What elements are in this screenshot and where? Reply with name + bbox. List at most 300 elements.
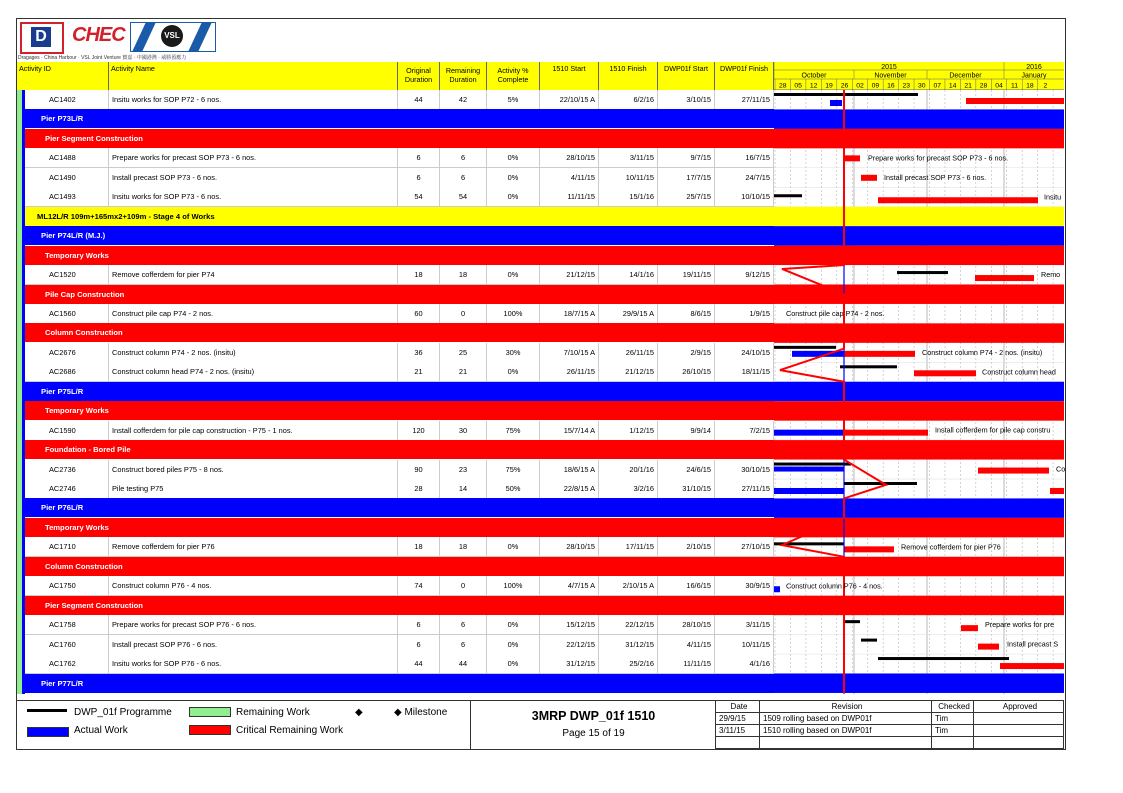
activity-id-cell: AC2746 (17, 479, 109, 498)
dwp01f-start-cell: 17/7/15 (658, 168, 715, 187)
original-duration-cell: 6 (398, 615, 440, 634)
activity-id-cell: AC1490 (17, 168, 109, 187)
wbs-band-row[interactable]: Pier P76L/R (17, 498, 774, 517)
dwp01f-finish-cell: 1/9/15 (715, 304, 774, 323)
week-label: 04 (995, 82, 1003, 90)
logo-group (18, 20, 214, 62)
dragages-logo: D (20, 22, 64, 54)
dwp01f-start-cell: 26/10/15 (658, 362, 715, 381)
original-duration-cell: 90 (398, 460, 440, 479)
activity-name-cell: Construct column P76 - 4 nos. (109, 576, 398, 595)
wbs-band-row[interactable]: Column Construction (17, 323, 774, 342)
gantt-bar[interactable] (861, 175, 877, 181)
percent-complete-cell: 30% (487, 343, 540, 362)
wbs-band-row[interactable]: Pier P74L/R (M.J.) (17, 226, 774, 245)
rev-row-2-approved (973, 725, 1064, 737)
wbs-band-fill (774, 498, 1064, 517)
activity-name-cell: Construct bored piles P75 - 8 nos. (109, 460, 398, 479)
table-row[interactable] (17, 343, 774, 363)
revision-table (715, 700, 1064, 749)
vsl-logo: VSL (130, 22, 216, 52)
dwp01f-start-cell: 31/10/15 (658, 479, 715, 498)
wbs-band-fill (774, 518, 1064, 537)
gantt-bar-label: Construct column P74 - 2 nos. (insitu) (922, 347, 1043, 357)
percent-complete-cell: 100% (487, 576, 540, 595)
gantt-bar[interactable] (844, 546, 894, 552)
table-row[interactable] (17, 576, 774, 596)
start-1510-cell: 11/11/15 (540, 187, 599, 206)
original-duration-cell: 6 (398, 168, 440, 187)
gantt-bar[interactable] (774, 346, 836, 349)
col-dwp01f-start[interactable]: DWP01f Start (658, 62, 715, 90)
col-dwp01f-finish[interactable]: DWP01f Finish (715, 62, 774, 90)
gantt-bar-label: Install cofferdem for pile cap constru (935, 425, 1051, 435)
start-1510-cell: 18/6/15 A (540, 460, 599, 479)
activity-name-cell: Prepare works for precast SOP P76 - 6 nos. (109, 615, 398, 634)
rev-header-date: Date (715, 701, 759, 713)
wbs-band-row[interactable]: Pier Segment Construction (17, 596, 774, 615)
gantt-bar[interactable] (897, 271, 948, 274)
legend-milestone: ◆ Milestone (394, 707, 448, 718)
wbs-band-row[interactable]: Column Construction (17, 557, 774, 576)
table-row[interactable] (17, 168, 774, 188)
dwp01f-start-cell: 4/11/15 (658, 635, 715, 654)
remaining-duration-cell: 0 (440, 576, 487, 595)
start-1510-cell: 15/12/15 (540, 615, 599, 634)
original-duration-cell: 44 (398, 90, 440, 109)
remaining-duration-cell: 21 (440, 362, 487, 381)
legend-milestone-icon: ◆ (355, 707, 363, 718)
wbs-band-fill (774, 596, 1064, 615)
wbs-band-fill (774, 382, 1064, 401)
activity-name-cell: Prepare works for precast SOP P73 - 6 nos. (109, 148, 398, 167)
original-duration-cell: 74 (398, 576, 440, 595)
week-label: 02 (856, 82, 864, 90)
gantt-bar-label: Co (1056, 464, 1066, 474)
dwp01f-finish-cell: 24/10/15 (715, 343, 774, 362)
activity-name-cell: Install precast SOP P73 - 6 nos. (109, 168, 398, 187)
dwp01f-start-cell: 24/6/15 (658, 460, 715, 479)
page-number: Page 15 of 19 (562, 728, 625, 739)
rev-row-2-revision: 1510 rolling based on DWP01f (759, 725, 931, 737)
gantt-bar-label: Install precast SOP P73 - 6 nos. (884, 172, 987, 182)
activity-name-cell: Remove cofferdem for pier P76 (109, 537, 398, 556)
table-header (17, 62, 774, 91)
gantt-bar[interactable] (861, 639, 877, 642)
week-label: 2 (1043, 82, 1048, 90)
activity-name-cell: Insitu works for SOP P76 - 6 nos. (109, 654, 398, 673)
start-1510-cell: 18/7/15 A (540, 304, 599, 323)
week-label: 11 (1010, 82, 1019, 90)
legend-critical: Critical Remaining Work (236, 725, 344, 736)
rev-row-3-approved (973, 737, 1064, 749)
gantt-bar[interactable] (845, 155, 860, 161)
percent-complete-cell: 0% (487, 265, 540, 284)
gantt-bar[interactable] (914, 370, 976, 376)
wbs-band-fill (774, 557, 1064, 576)
wbs-band-fill (774, 440, 1064, 459)
activity-name-cell: Construct column P74 - 2 nos. (insitu) (109, 343, 398, 362)
gantt-bar[interactable] (774, 467, 844, 472)
start-1510-cell: 4/11/15 (540, 168, 599, 187)
activity-name-cell: Install precast SOP P76 - 6 nos. (109, 635, 398, 654)
gantt-bar[interactable] (1050, 488, 1064, 494)
remaining-duration-cell: 54 (440, 187, 487, 206)
percent-complete-cell: 0% (487, 168, 540, 187)
month-label: October (801, 72, 827, 80)
start-1510-cell: 22/12/15 (540, 635, 599, 654)
month-label: December (949, 72, 982, 80)
wbs-band-row[interactable]: Pier P77L/R (17, 674, 774, 693)
rev-header-revision: Revision (759, 701, 931, 713)
chec-logo: CHEC (72, 24, 125, 46)
activity-name-cell: Construct column head P74 - 2 nos. (insitu) (109, 362, 398, 381)
finish-1510-cell: 31/12/15 (599, 635, 658, 654)
start-1510-cell: 26/11/15 (540, 362, 599, 381)
rev-row-1-date: 29/9/15 (715, 713, 759, 725)
rev-row-3-revision (759, 737, 931, 749)
gantt-bar[interactable] (878, 197, 1038, 203)
dwp01f-finish-cell: 27/10/15 (715, 537, 774, 556)
dwp01f-finish-cell: 3/11/15 (715, 615, 774, 634)
activity-id-cell: AC1762 (17, 654, 109, 673)
legend-programme-swatch (27, 709, 67, 712)
finish-1510-cell: 3/2/16 (599, 479, 658, 498)
percent-complete-cell: 100% (487, 304, 540, 323)
wbs-band-row[interactable]: Temporary Works (17, 518, 774, 537)
dwp01f-start-cell: 9/7/15 (658, 148, 715, 167)
wbs-band-fill (774, 109, 1064, 128)
percent-complete-cell: 0% (487, 537, 540, 556)
gantt-bar[interactable] (830, 100, 842, 106)
rev-row-1-revision: 1509 rolling based on DWP01f (759, 713, 931, 725)
dwp01f-finish-cell: 9/12/15 (715, 265, 774, 284)
gantt-bar[interactable] (774, 194, 802, 197)
finish-1510-cell: 2/10/15 A (599, 576, 658, 595)
percent-complete-cell: 50% (487, 479, 540, 498)
start-1510-cell: 28/10/15 (540, 148, 599, 167)
activity-id-cell: AC1560 (17, 304, 109, 323)
week-label: 28 (778, 82, 787, 90)
wbs-band-fill (774, 674, 1064, 693)
remaining-duration-cell: 0 (440, 304, 487, 323)
rev-row-3-date (715, 737, 759, 749)
table-row[interactable] (17, 304, 774, 324)
dwp01f-finish-cell: 27/11/15 (715, 90, 774, 109)
week-label: 14 (948, 82, 957, 90)
dwp01f-finish-cell: 30/10/15 (715, 460, 774, 479)
legend (17, 700, 470, 749)
remaining-duration-cell: 6 (440, 635, 487, 654)
gantt-bar[interactable] (774, 93, 918, 96)
activity-id-cell: AC1750 (17, 576, 109, 595)
table-row[interactable] (17, 265, 774, 285)
finish-1510-cell: 20/1/16 (599, 460, 658, 479)
col-remaining-duration[interactable]: Remaining Duration (440, 62, 487, 90)
table-row[interactable] (17, 362, 774, 382)
gantt-bar-label: Remove cofferdem for pier P76 (901, 542, 1001, 552)
wbs-band-fill (774, 129, 1064, 148)
month-label: January (1021, 72, 1047, 80)
dwp01f-start-cell: 2/9/15 (658, 343, 715, 362)
rev-row-1-approved (973, 713, 1064, 725)
year-label: 2016 (1026, 64, 1042, 71)
percent-complete-cell: 75% (487, 460, 540, 479)
rev-row-3-checked (931, 737, 973, 749)
activity-name-cell: Remove cofferdem for pier P74 (109, 265, 398, 284)
gantt-bar[interactable] (844, 351, 915, 357)
original-duration-cell: 6 (398, 635, 440, 654)
table-row[interactable] (17, 615, 774, 635)
dwp01f-start-cell: 25/7/15 (658, 187, 715, 206)
gantt-bar[interactable] (840, 365, 897, 368)
month-label: November (874, 72, 907, 80)
original-duration-cell: 60 (398, 304, 440, 323)
dwp01f-start-cell: 28/10/15 (658, 615, 715, 634)
finish-1510-cell: 3/11/15 (599, 148, 658, 167)
percent-complete-cell: 0% (487, 148, 540, 167)
wbs-band-fill (774, 401, 1064, 420)
gantt-bar[interactable] (961, 625, 978, 631)
dwp01f-finish-cell: 4/1/16 (715, 654, 774, 673)
week-label: 26 (840, 82, 849, 90)
gantt-bar[interactable] (878, 657, 1009, 660)
wbs-band-row[interactable]: ML12L/R 109m+165mx2+109m - Stage 4 of Works (17, 207, 774, 226)
gantt-bar[interactable] (978, 468, 1049, 474)
activity-name-cell: Install cofferdem for pile cap construction - P75 - 1 nos. (109, 421, 398, 440)
dwp01f-finish-cell: 16/7/15 (715, 148, 774, 167)
gantt-chart (774, 62, 1064, 694)
gantt-bar[interactable] (978, 644, 999, 650)
schedule-title: 3MRP DWP_01f 1510 (531, 709, 656, 723)
dwp01f-start-cell: 19/11/15 (658, 265, 715, 284)
finish-1510-cell: 26/11/15 (599, 343, 658, 362)
percent-complete-cell: 0% (487, 362, 540, 381)
activity-id-cell: AC1493 (17, 187, 109, 206)
activity-name-cell: Construct pile cap P74 - 2 nos. (109, 304, 398, 323)
gantt-bar-label: Remo (1041, 270, 1061, 280)
table-row[interactable] (17, 90, 774, 110)
finish-1510-cell: 10/11/15 (599, 168, 658, 187)
table-row[interactable] (17, 654, 774, 674)
activity-name-cell: Pile testing P75 (109, 479, 398, 498)
legend-critical-swatch (189, 725, 231, 735)
jv-subtitle: Dragages · China Harbour · VSL Joint Venture 寶嘉 · 中國港灣 · 威勝預應力 (18, 55, 187, 61)
remaining-duration-cell: 6 (440, 615, 487, 634)
dwp01f-finish-cell: 10/11/15 (715, 635, 774, 654)
remaining-duration-cell: 42 (440, 90, 487, 109)
dwp01f-start-cell: 11/11/15 (658, 654, 715, 673)
gantt-bar[interactable] (845, 620, 860, 623)
table-row[interactable] (17, 460, 774, 480)
finish-1510-cell: 17/11/15 (599, 537, 658, 556)
original-duration-cell: 28 (398, 479, 440, 498)
legend-programme: DWP_01f Programme (74, 707, 172, 718)
activity-id-cell: AC1488 (17, 148, 109, 167)
col-1510-finish[interactable]: 1510 Finish (599, 62, 658, 90)
week-label: 23 (902, 82, 911, 90)
gantt-bar[interactable] (774, 586, 780, 592)
start-1510-cell: 21/12/15 (540, 265, 599, 284)
wbs-band-row[interactable]: Temporary Works (17, 246, 774, 265)
col-percent-complete[interactable]: Activity % Complete (487, 62, 540, 90)
original-duration-cell: 18 (398, 265, 440, 284)
dwp01f-start-cell: 3/10/15 (658, 90, 715, 109)
table-row[interactable] (17, 635, 774, 655)
activity-id-cell: AC2686 (17, 362, 109, 381)
col-activity-name[interactable]: Activity Name (109, 62, 398, 90)
finish-1510-cell: 15/1/16 (599, 187, 658, 206)
dwp01f-finish-cell: 18/11/15 (715, 362, 774, 381)
gantt-bar[interactable] (844, 430, 928, 436)
activity-name-cell: Insitu works for SOP P72 - 6 nos. (109, 90, 398, 109)
finish-1510-cell: 22/12/15 (599, 615, 658, 634)
gantt-bar-label: Prepare works for pre (985, 620, 1055, 630)
remaining-duration-cell: 18 (440, 265, 487, 284)
start-1510-cell: 15/7/14 A (540, 421, 599, 440)
remaining-duration-cell: 18 (440, 537, 487, 556)
gantt-bar[interactable] (774, 430, 844, 436)
table-row[interactable] (17, 479, 774, 499)
percent-complete-cell: 0% (487, 187, 540, 206)
wbs-band-row[interactable]: Pile Cap Construction (17, 285, 774, 304)
col-original-duration[interactable]: Original Duration (398, 62, 440, 90)
gantt-bar-label: Install precast S (1007, 639, 1059, 649)
start-1510-cell: 22/10/15 A (540, 90, 599, 109)
activity-id-cell: AC1520 (17, 265, 109, 284)
title-block (470, 700, 716, 749)
original-duration-cell: 18 (398, 537, 440, 556)
dwp01f-start-cell: 8/6/15 (658, 304, 715, 323)
activity-id-cell: AC2736 (17, 460, 109, 479)
wbs-band-fill (774, 226, 1064, 245)
start-1510-cell: 4/7/15 A (540, 576, 599, 595)
activity-table (17, 62, 774, 694)
finish-1510-cell: 1/12/15 (599, 421, 658, 440)
activity-id-cell: AC1758 (17, 615, 109, 634)
gantt-bar-label: Construct pile cap P74 - 2 nos. (786, 308, 885, 318)
week-label: 07 (933, 82, 942, 90)
wbs-band-fill (774, 246, 1064, 265)
finish-1510-cell: 14/1/16 (599, 265, 658, 284)
gantt-bar[interactable] (774, 463, 851, 466)
week-label: 12 (809, 82, 818, 90)
finish-1510-cell: 25/2/16 (599, 654, 658, 673)
activity-name-cell: Insitu works for SOP P73 - 6 nos. (109, 187, 398, 206)
wbs-band-fill (774, 285, 1064, 304)
wbs-band-row[interactable]: Pier P73L/R (17, 109, 774, 128)
activity-id-cell: AC1760 (17, 635, 109, 654)
dwp01f-start-cell: 2/10/15 (658, 537, 715, 556)
dwp01f-finish-cell: 24/7/15 (715, 168, 774, 187)
wbs-band-row[interactable]: Temporary Works (17, 401, 774, 420)
original-duration-cell: 120 (398, 421, 440, 440)
rev-header-approved: Approved (973, 701, 1064, 713)
activity-id-cell: AC1402 (17, 90, 109, 109)
dwp01f-finish-cell: 7/2/15 (715, 421, 774, 440)
finish-1510-cell: 6/2/16 (599, 90, 658, 109)
dwp01f-finish-cell: 10/10/15 (715, 187, 774, 206)
legend-actual-swatch (27, 727, 69, 737)
gantt-bar[interactable] (975, 275, 1034, 281)
table-row[interactable] (17, 537, 774, 557)
start-1510-cell: 28/10/15 (540, 537, 599, 556)
finish-1510-cell: 29/9/15 A (599, 304, 658, 323)
remaining-duration-cell: 14 (440, 479, 487, 498)
gantt-bar[interactable] (966, 98, 1064, 104)
col-activity-id[interactable]: Activity ID (17, 62, 109, 90)
week-label: 18 (1026, 82, 1034, 90)
original-duration-cell: 54 (398, 187, 440, 206)
week-label: 16 (887, 82, 895, 90)
percent-complete-cell: 0% (487, 635, 540, 654)
gantt-bar[interactable] (774, 488, 844, 494)
rev-header-checked: Checked (931, 701, 973, 713)
percent-complete-cell: 5% (487, 90, 540, 109)
original-duration-cell: 6 (398, 148, 440, 167)
col-1510-start[interactable]: 1510 Start (540, 62, 599, 90)
remaining-duration-cell: 30 (440, 421, 487, 440)
week-label: 28 (979, 82, 988, 90)
week-label: 21 (964, 82, 972, 90)
activity-id-cell: AC1710 (17, 537, 109, 556)
remaining-duration-cell: 23 (440, 460, 487, 479)
wbs-band-fill (774, 323, 1064, 342)
rev-row-2-checked: Tim (931, 725, 973, 737)
percent-complete-cell: 0% (487, 615, 540, 634)
rev-row-2-date: 3/11/15 (715, 725, 759, 737)
legend-remaining-swatch (189, 707, 231, 717)
rev-row-1-checked: Tim (931, 713, 973, 725)
timescale-header (774, 62, 1064, 90)
legend-remaining: Remaining Work (236, 707, 310, 718)
actual-work-bar (22, 90, 25, 694)
legend-actual: Actual Work (74, 725, 128, 736)
gantt-bar-label: Construct column P76 - 4 nos. (786, 581, 883, 591)
start-1510-cell: 22/8/15 A (540, 479, 599, 498)
wbs-band-row[interactable]: Pier Segment Construction (17, 129, 774, 148)
activity-id-cell: AC1590 (17, 421, 109, 440)
wbs-band-row[interactable]: Foundation - Bored Pile (17, 440, 774, 459)
gantt-bar[interactable] (1000, 663, 1064, 669)
start-1510-cell: 7/10/15 A (540, 343, 599, 362)
table-row[interactable] (17, 187, 774, 207)
table-row[interactable] (17, 421, 774, 441)
week-label: 30 (917, 82, 926, 90)
table-row[interactable] (17, 148, 774, 168)
percent-complete-cell: 75% (487, 421, 540, 440)
original-duration-cell: 44 (398, 654, 440, 673)
start-1510-cell: 31/12/15 (540, 654, 599, 673)
gantt-bar-label: Insitu (1044, 192, 1062, 202)
original-duration-cell: 21 (398, 362, 440, 381)
original-duration-cell: 36 (398, 343, 440, 362)
dwp01f-start-cell: 9/9/14 (658, 421, 715, 440)
week-label: 19 (825, 82, 833, 90)
activity-id-cell: AC2676 (17, 343, 109, 362)
finish-1510-cell: 21/12/15 (599, 362, 658, 381)
remaining-duration-cell: 25 (440, 343, 487, 362)
gantt-bar-label: Construct column head (982, 367, 1056, 377)
week-label: 05 (794, 82, 802, 90)
year-label: 2015 (881, 64, 897, 71)
dwp01f-finish-cell: 27/11/15 (715, 479, 774, 498)
wbs-band-row[interactable]: Pier P75L/R (17, 382, 774, 401)
remaining-duration-cell: 6 (440, 168, 487, 187)
percent-complete-cell: 0% (487, 654, 540, 673)
gantt-bar-label: Prepare works for precast SOP P73 - 6 nos. (868, 153, 1009, 163)
remaining-duration-cell: 6 (440, 148, 487, 167)
